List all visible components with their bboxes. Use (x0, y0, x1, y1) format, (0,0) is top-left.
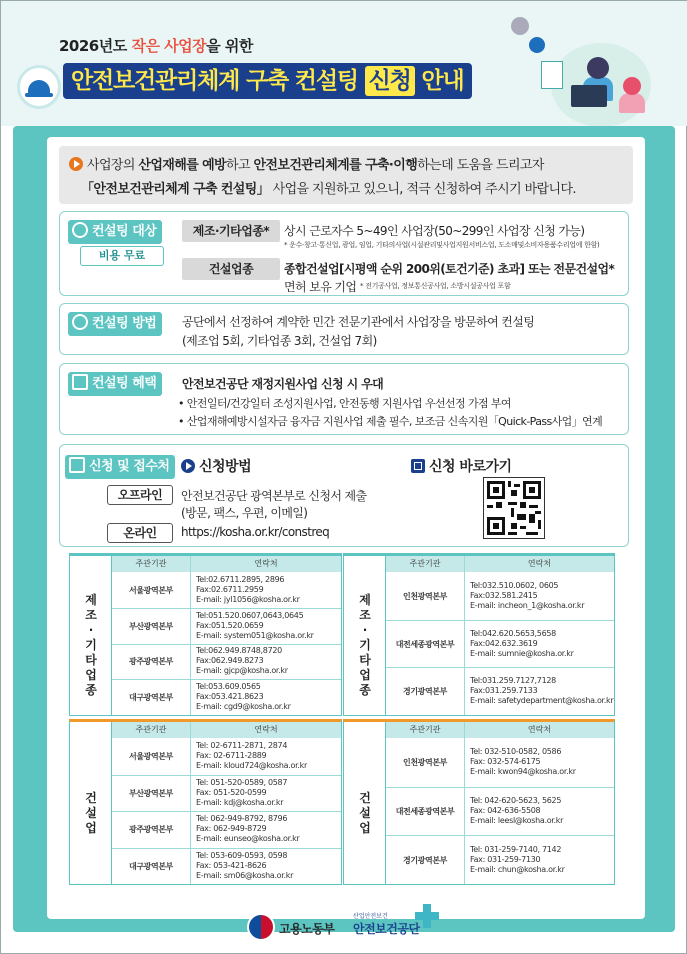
org-name: 경기광역본부 (403, 687, 447, 697)
person-icon (72, 222, 88, 238)
con-note: * 전기공사업, 정보통신공사업, 소방시설공사업 포함 (360, 282, 511, 290)
intro-box (59, 146, 633, 204)
contact-line: Tel:062.949.8748,8720 (196, 646, 282, 656)
contact-line: Tel:053.609.0565 (196, 682, 261, 692)
offline-label: 오프라인 (107, 485, 173, 505)
external-link-icon (411, 459, 425, 473)
org-name: 인천광역본부 (403, 591, 447, 601)
side-label-char: 기 (85, 638, 97, 652)
online-label: 온라인 (107, 523, 173, 543)
side-label-char: 설 (85, 805, 97, 820)
title-main: 안전보건관리체계 구축 컨설팅 (71, 68, 365, 94)
moel-logo-icon (247, 913, 275, 941)
contact-line: E-mail: gjcp@kosha.or.kr (196, 666, 288, 676)
subtitle-accent: 작은 사업장 (131, 37, 207, 55)
row-divider (112, 811, 341, 812)
play-icon (69, 157, 83, 171)
column-divider (190, 722, 191, 884)
kosha-name: 안전보건공단 (353, 922, 420, 936)
contact-line: Tel:02.6711.2895, 2896 (196, 574, 285, 584)
org-name: 부산광역본부 (129, 788, 173, 798)
search-icon (72, 314, 88, 330)
header-contact: 연락처 (465, 556, 614, 572)
row-divider (112, 679, 341, 680)
target-tag: 컨설팅 대상 (68, 220, 162, 244)
free-tag: 비용 무료 (80, 246, 164, 266)
main-title (63, 63, 472, 99)
row-divider (112, 848, 341, 849)
contact-line: Tel:031.259.7127,7128 (470, 676, 556, 686)
side-label-char: · (362, 623, 368, 637)
org-name: 대구광역본부 (129, 861, 173, 871)
clipboard-icon (72, 374, 88, 390)
gear-icon (511, 17, 529, 35)
benefit-line-3: • 산업재해예방시설자금 융자금 지원사업 제출 필수, 보조금 신속지원「Quick-Pass사업」연계 (178, 415, 603, 428)
row-divider (386, 835, 614, 836)
contact-line: Fax:042.632.3619 (470, 638, 538, 648)
title-box: 신청 (365, 66, 415, 96)
contact-line: E-mail: safetydepartment@kosha.or.kr (470, 696, 614, 706)
org-name: 인천광역본부 (403, 758, 447, 768)
contact-line: Fax: 032-574-6175 (470, 757, 541, 767)
contact-line: E-mail: sm06@kosha.or.kr (196, 870, 294, 880)
apply-tag: 신청 및 접수처 (65, 455, 175, 479)
side-label-char: 종 (359, 683, 371, 697)
org-name: 경기광역본부 (403, 855, 447, 865)
mfg-text: 상시 근로자수 5~49인 사업장(50~299인 사업장 신청 가능) (284, 224, 585, 238)
header-contact: 연락처 (465, 722, 614, 738)
org-name: 대구광역본부 (129, 693, 173, 703)
contact-line: Tel: 051-520-0589, 0587 (196, 777, 288, 787)
contact-line: Fax: 053-421-8626 (196, 860, 267, 870)
contact-line: Tel: 053-609-0593, 0598 (196, 850, 288, 860)
benefit-line-1: 안전보건공단 재정지원사업 신청 시 우대 (182, 377, 384, 391)
con-contact-table-left (69, 719, 342, 885)
contact-line: E-mail: chun@kosha.or.kr (470, 864, 565, 874)
side-label-char: 업 (359, 668, 371, 682)
contact-line: E-mail: system051@kosha.or.kr (196, 630, 314, 640)
org-name: 광주광역본부 (129, 657, 173, 667)
side-label-char: 타 (359, 653, 371, 667)
side-label-char: 업 (359, 820, 371, 835)
contact-line: E-mail: incheon_1@kosha.or.kr (470, 600, 585, 610)
side-label-char: 타 (85, 653, 97, 667)
header (1, 1, 687, 126)
contact-line: Tel:032.510.0602, 0605 (470, 580, 559, 590)
contact-line: Fax:053.421.8623 (196, 692, 264, 702)
side-label-char: 조 (85, 608, 97, 622)
pen-icon (69, 457, 85, 473)
org-name: 서울광역본부 (129, 752, 173, 762)
side-label-char: 설 (359, 805, 371, 820)
consulting-people-illustration (541, 39, 661, 126)
title-end: 안내 (414, 68, 464, 94)
benefit-line-2: • 안전일터/건강일터 조성지원사업, 안전동행 지원사업 우선선정 가점 부여 (178, 397, 511, 410)
header-org: 주관기관 (386, 722, 464, 738)
document-icon (541, 61, 563, 89)
target-section (59, 211, 629, 296)
contact-line: E-mail: kdj@kosha.or.kr (196, 797, 284, 807)
contact-line: Tel: 031-259-7140, 7142 (470, 844, 562, 854)
offline-text-2: (방문, 팩스, 우편, 이메일) (181, 506, 308, 520)
con-label: 건설업종 (182, 258, 280, 280)
column-divider (464, 722, 465, 884)
side-label-char: 제 (85, 593, 97, 607)
laptop-icon (571, 85, 607, 107)
org-name: 부산광역본부 (129, 621, 173, 631)
row-divider (112, 644, 341, 645)
subtitle-end: 을 위한 (206, 37, 253, 55)
contact-line: Tel: 032-510-0582, 0586 (470, 747, 562, 757)
apply-shortcut-heading: 신청 바로가기 (411, 456, 512, 476)
contact-line: Fax: 02-6711-2889 (196, 751, 267, 761)
org-name: 광주광역본부 (129, 825, 173, 835)
header-org: 주관기관 (112, 722, 190, 738)
con-contact-table-right (343, 719, 615, 885)
contact-line: Tel: 042-620-5623, 5625 (470, 796, 562, 805)
contact-line: Tel: 062-949-8792, 8796 (196, 814, 288, 824)
method-tag: 컨설팅 방법 (68, 312, 162, 336)
contact-line: Fax: 062-949-8729 (196, 824, 267, 834)
contact-line: Fax:031.259.7133 (470, 686, 538, 696)
con-text-2: 면허 보유 기업 (284, 280, 357, 294)
side-label-char: 업 (85, 668, 97, 682)
intro-line-1: 사업장의 산업재해를 예방하고 안전보건관리체계를 구축·이행하는데 도움을 드리고자 (69, 154, 544, 173)
contact-line: E-mail: cgd9@kosha.or.kr (196, 702, 291, 712)
side-label-char: 조 (359, 608, 371, 622)
contact-line: E-mail: eunseo@kosha.or.kr (196, 834, 300, 844)
method-line-1: 공단에서 선정하여 계약한 민간 전문기관에서 사업장을 방문하여 컨설팅 (182, 315, 535, 329)
side-label-char: 업 (85, 820, 97, 835)
kosha-small-label: 산업안전보건 (353, 913, 388, 920)
org-name: 대전세종광역본부 (395, 639, 455, 649)
contact-line: E-mail: jyl1056@kosha.or.kr (196, 594, 300, 604)
org-name: 서울광역본부 (129, 585, 173, 595)
row-divider (112, 775, 341, 776)
subtitle-year: 2026년도 (59, 37, 132, 55)
column-divider (464, 556, 465, 715)
benefit-section (59, 363, 629, 435)
intro-line-2: 「안전보건관리체계 구축 컨설팅」 사업을 지원하고 있으니, 적극 신청하여 주시기 바랍니다. (81, 182, 576, 197)
play-icon-blue (181, 459, 195, 473)
side-label-char: 제 (359, 593, 371, 607)
row-divider (112, 608, 341, 609)
mfg-note: * 운수·창고·통신업, 광업, 임업, 기타의사업(시설관리및사업지원서비스업, 도소매및소비자용품수리업에 한함) (284, 241, 600, 249)
contact-line: Fax:051.520.0659 (196, 620, 264, 630)
row-divider (386, 620, 614, 621)
benefit-tag: 컨설팅 혜택 (68, 372, 162, 396)
offline-text: 안전보건공단 광역본부로 신청서 제출 (181, 489, 367, 503)
kosha-cross-icon (415, 904, 439, 928)
contact-line: E-mail: kloud724@kosha.or.kr (196, 761, 307, 771)
hard-hat-icon (17, 65, 61, 109)
subtitle (59, 35, 253, 56)
column-divider (190, 556, 191, 715)
row-divider (386, 787, 614, 788)
side-label-char: 건 (85, 790, 97, 805)
mfg-contact-table-left (69, 553, 342, 716)
method-line-2: (제조업 5회, 기타업종 3회, 건설업 7회) (182, 334, 377, 348)
apply-method-heading: 신청방법 (181, 456, 251, 476)
con-text: 종합건설업[시평액 순위 200위(토건기준) 초과] 또는 전문건설업* (284, 262, 615, 276)
contact-line: Fax:02.6711.2959 (196, 584, 264, 594)
side-label-char: 건 (359, 790, 371, 805)
contact-line: Fax: 042-636-5508 (470, 806, 541, 815)
moel-name: 고용노동부 (279, 922, 335, 936)
header-contact: 연락처 (191, 722, 341, 738)
row-divider (386, 667, 614, 668)
method-section (59, 303, 629, 355)
header-contact: 연락처 (191, 556, 341, 572)
contact-line: E-mail: kwon94@kosha.or.kr (470, 767, 576, 777)
mfg-label: 제조·기타업종* (182, 220, 280, 242)
mfg-contact-table-right (343, 553, 615, 716)
qr-code[interactable] (483, 477, 545, 539)
contact-line: Tel:042.620.5653,5658 (470, 628, 556, 638)
contact-line: Fax:032.581.2415 (470, 590, 538, 600)
contact-line: Fax:062.949.8273 (196, 656, 264, 666)
contact-line: E-mail: leesl@kosha.or.kr (470, 816, 564, 825)
header-org: 주관기관 (386, 556, 464, 572)
contact-line: Fax: 031-259-7130 (470, 854, 541, 864)
contact-line: Tel: 02-6711-2871, 2874 (196, 741, 288, 751)
contact-line: Tel:051.520.0607,0643,0645 (196, 610, 304, 620)
contact-line: Fax: 051-520-0599 (196, 787, 267, 797)
contact-line: E-mail: sumnie@kosha.or.kr (470, 648, 574, 658)
side-label-char: 종 (85, 683, 97, 697)
org-name: 대전세종광역본부 (395, 807, 455, 816)
header-org: 주관기관 (112, 556, 190, 572)
online-url[interactable]: https://kosha.or.kr/constreq (181, 525, 330, 539)
side-label-char: 기 (359, 638, 371, 652)
side-label-char: · (88, 623, 94, 637)
